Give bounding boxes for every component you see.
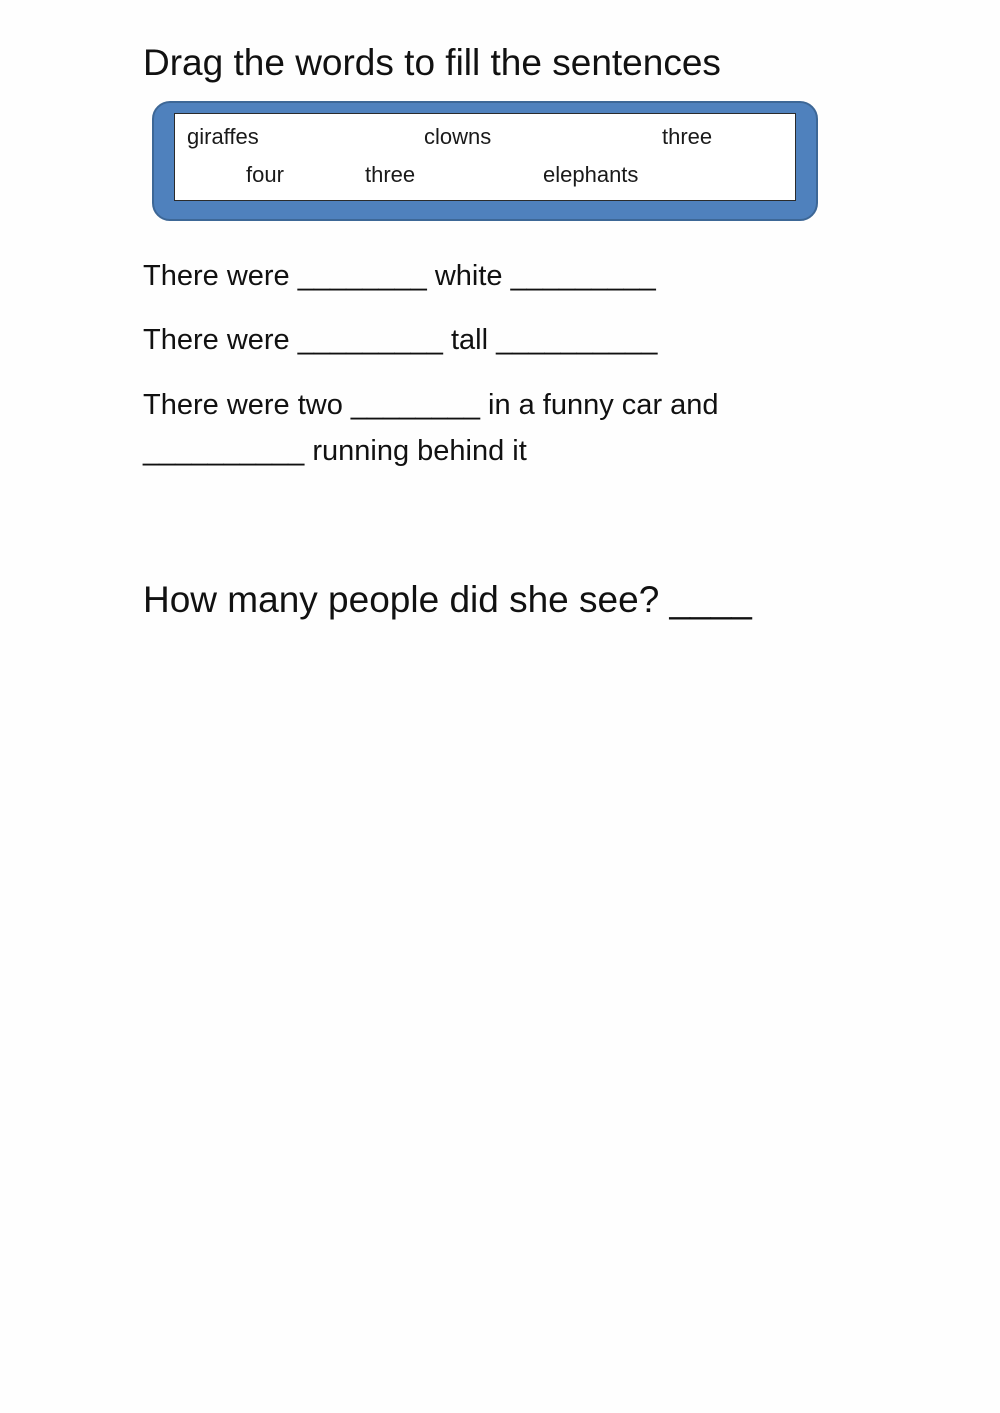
sentence-3[interactable]: There were two ________ in a funny car and [143,389,719,421]
page-title: Drag the words to fill the sentences [143,42,721,83]
word-tile-three[interactable]: three [365,162,416,187]
word-tile-elephants[interactable]: elephants [543,162,639,187]
word-tile-three[interactable]: three [662,124,713,149]
word-tile-giraffes[interactable]: giraffes [187,124,259,149]
sentence-1[interactable]: There were ________ white _________ [143,260,656,292]
word-tile-clowns[interactable]: clowns [424,124,492,149]
sentence-3-continued[interactable]: __________ running behind it [143,435,527,467]
question[interactable]: How many people did she see? ____ [143,579,752,620]
sentence-2[interactable]: There were _________ tall __________ [143,324,658,356]
word-tile-four[interactable]: four [246,162,284,187]
